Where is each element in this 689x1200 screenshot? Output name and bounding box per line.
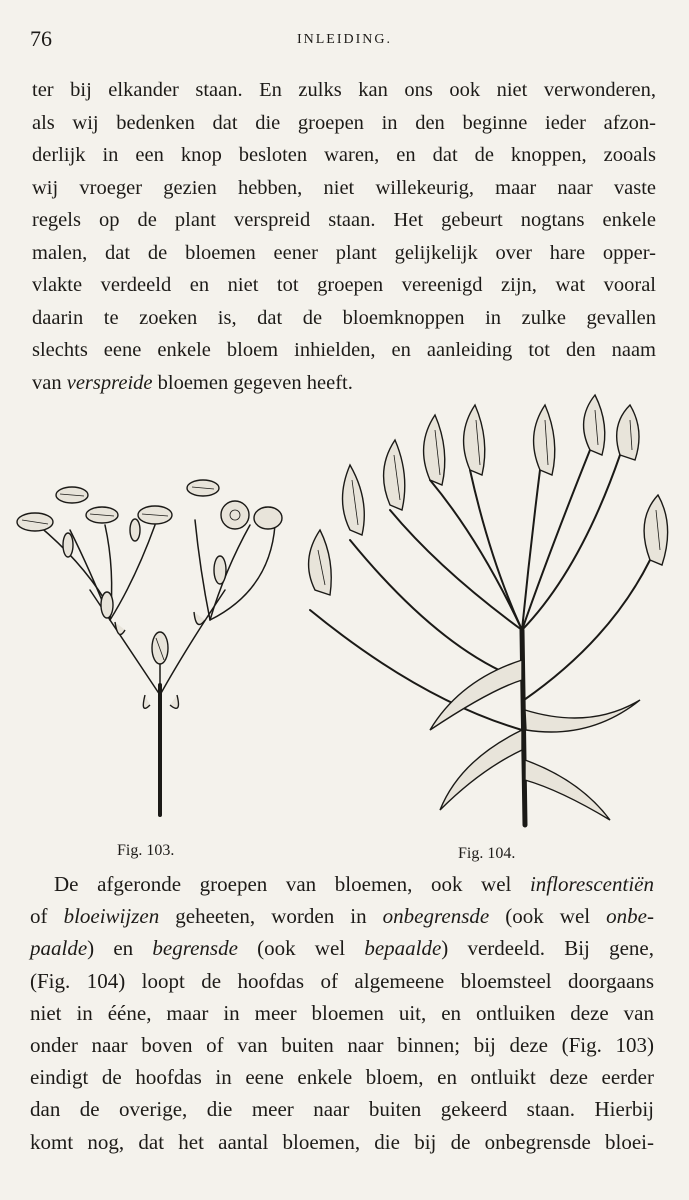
text-line: of bloeiwijzen geheeten, worden in onbegrensde (ook wel onbe- — [30, 904, 654, 929]
figure-104-illustration — [290, 400, 680, 840]
text-line: malen, dat de bloemen eener plant gelijkelijk over hare opper- — [32, 241, 656, 264]
text-line: paalde) en begrensde (ook wel bepaalde) verdeeld. Bij gene, — [30, 936, 654, 961]
italic-term: verspreide — [66, 371, 153, 394]
text-line: vlakte verdeeld en niet tot groepen vereenigd zijn, wat vooral — [32, 274, 656, 296]
text-line: als wij bedenken dat die groepen in den beginne ieder afzon- — [32, 111, 656, 134]
text-line: derlijk in een knop besloten waren, en dat de knoppen, zooals — [32, 144, 656, 166]
italic-term: begrensde — [152, 936, 238, 961]
text-line: eindigt de hoofdas in eene enkele bloem, en ontluikt deze eerder — [30, 1065, 654, 1090]
text-line: wij vroeger gezien hebben, niet willekeurig, maar naar vaste — [32, 176, 656, 199]
text-line: slechts eene enkele bloem inhielden, en aanleiding tot den naam — [32, 339, 656, 361]
italic-term: onbe- — [606, 904, 654, 929]
figure-103-caption: Fig. 103. — [117, 842, 175, 859]
italic-term: inflorescentiën — [529, 872, 654, 896]
figure-103-illustration — [10, 470, 300, 830]
paragraph-bottom — [30, 868, 654, 1158]
italic-term: bloeiwijzen — [63, 904, 160, 929]
text-line: niet in ééne, maar in meer bloemen uit, en ontluiken deze van — [30, 1000, 654, 1025]
figure-104-caption: Fig. 104. — [458, 845, 516, 862]
text-line: daarin te zoeken is, dat de bloemknoppen in zulke gevallen — [32, 306, 656, 329]
text-line: (Fig. 104) loopt de hoofdas of algemeene bloemsteel doorgaans — [30, 968, 654, 993]
text-line: De afgeronde groepen van bloemen, ook wel inflorescentiën — [54, 872, 654, 896]
italic-term: paalde — [30, 936, 88, 961]
running-head: INLEIDING. — [296, 32, 393, 47]
text-line-last: van verspreide bloemen gegeven heeft. — [32, 371, 353, 394]
text-line: ter bij elkander staan. En zulks kan ons ook niet verwonderen, — [32, 79, 656, 101]
page-number: 76 — [30, 26, 52, 51]
text-line: komt nog, dat het aantal bloemen, die bij de onbegrensde bloei- — [30, 1129, 654, 1154]
text-line: regels op de plant verspreid staan. Het gebeurt nogtans enkele — [32, 209, 656, 231]
text-line: dan de overige, die meer naar buiten gekeerd staan. Hierbij — [30, 1097, 654, 1122]
italic-term: bepaalde — [364, 936, 442, 961]
paragraph-top — [32, 74, 656, 399]
text-line: onder naar boven of van buiten naar binnen; bij deze (Fig. 103) — [30, 1033, 654, 1058]
italic-term: onbegrensde — [382, 904, 490, 929]
